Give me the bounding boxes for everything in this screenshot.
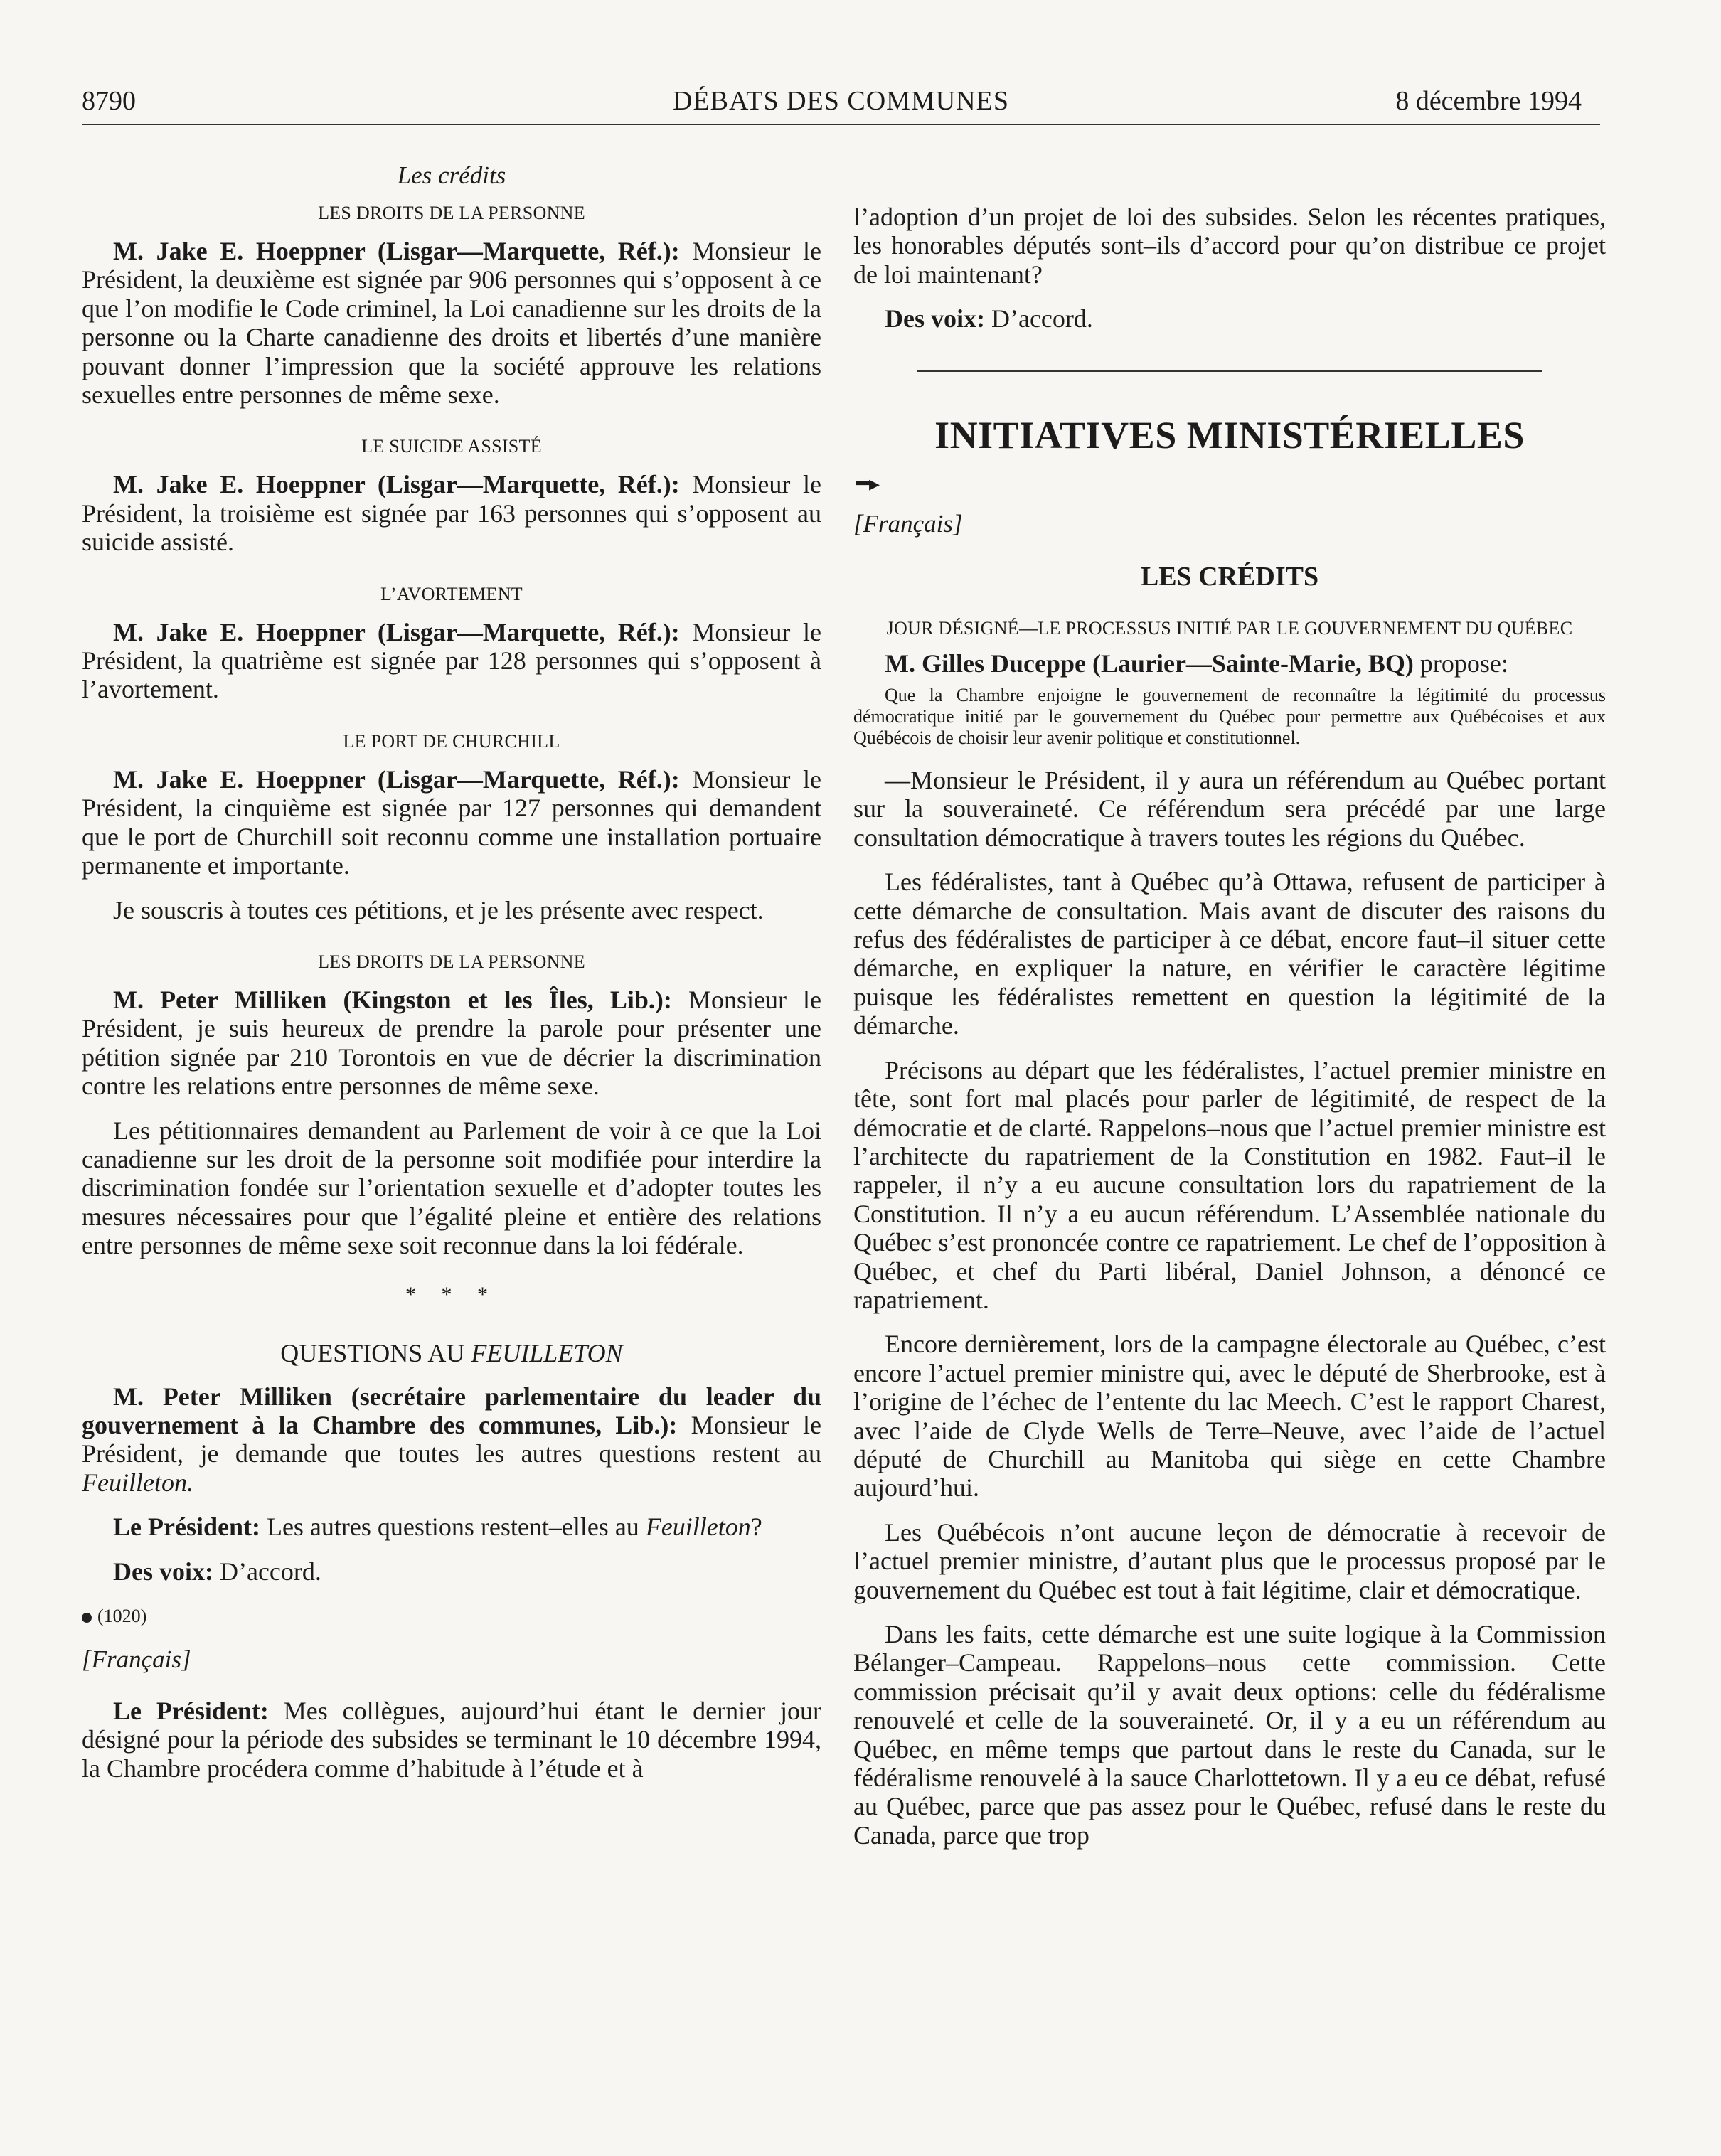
paragraph [853,649,1606,678]
main-section-title: INITIATIVES MINISTÉRIELLES [934,413,1525,457]
rubric-heading: LES DROITS DE LA PERSONNE [318,203,585,223]
section-heading-text: QUESTIONS AU [280,1338,471,1367]
right-column [853,203,1606,1850]
paragraph: l’adoption d’un projet de loi des subsides. Selon les récentes pratiques, les honorables députés sont–ils d’accord pour qu’on distribue ce projet de loi maintenant? [853,203,1606,289]
speech-text: Monsieur le Président, la cinquième est signée par 127 personnes qui demandent que le port de Churchill soit reconnu comme une installation portuaire permanente et importante. [82,764,821,880]
paragraph [82,237,821,409]
paragraph [82,986,821,1101]
speech-text: propose: [1413,649,1508,678]
language-marker: [Français] [853,509,963,538]
speech-text: D’accord. [984,304,1093,333]
section-subtitle: Les crédits [397,161,506,189]
rubric-heading: L’AVORTEMENT [380,583,523,604]
speech-text: Les autres questions restent–elles au [260,1512,646,1542]
speaker-name: Des voix: [885,304,985,333]
rubric-heading: JOUR DÉSIGNÉ—LE PROCESSUS INITIÉ PAR LE GOUVERNEMENT DU QUÉBEC [886,617,1573,639]
subsection-title: LES CRÉDITS [1140,561,1319,592]
speech-italic: Feuilleton. [82,1468,193,1497]
speech-text: ? [750,1512,762,1542]
paragraph: —Monsieur le Président, il y aura un référendum au Québec portant sur la souveraineté. Ce référendum sera précédé par une large consultation démocratique à travers toutes les régions du Québec. [853,766,1606,852]
speaker-name: M. Jake E. Hoeppner (Lisgar—Marquette, Réf.): [113,237,680,265]
rubric-heading: LE PORT DE CHURCHILL [343,730,560,752]
publication-title: DÉBATS DES COMMUNES [673,86,1009,116]
speech-text: Monsieur le Président, je suis heureux de prendre la parole pour présenter une pétition signée par 210 Torontois en vue de décrier la discrimination contre les relations entre personnes de même sexe. [82,985,821,1101]
paragraph: Précisons au départ que les fédéralistes, l’actuel premier ministre en tête, sont fort mal placés pour parler de légitimité, de respect de la démocratie et de clarté. Rappelons–nous que l’actuel premier ministre est l’architecte du rapatriement de la Constitution en 1982. Faut–il le rappeler, il n’y a eu aucune consultation lors du rapatriement de la Constitution. Il n’y a eu aucun référendum. L’Assemblée nationale du Québec s’est prononcée contre ce rapatriement. Le chef de l’opposition à Québec, et chef du Parti libéral, Daniel Johnson, a dénoncé ce rapatriement. [853,1055,1606,1314]
section-heading [82,1338,821,1368]
paragraph: Les Québécois n’ont aucune leçon de démocratie à recevoir de l’actuel premier ministre, d’autant plus que le processus proposé par le gouvernement du Québec est tout à fait légitime, clair et démocratique. [853,1517,1606,1604]
paragraph: Je souscris à toutes ces pétitions, et je les présente avec respect. [113,895,764,924]
left-column [82,153,821,1783]
speaker-name: M. Jake E. Hoeppner (Lisgar—Marquette, Réf.): [113,764,680,794]
paragraph [82,470,821,556]
speaker-name: M. Peter Milliken (secrétaire parlementaire du leader du gouvernement à la Chambre des communes, Lib.): [82,1382,821,1439]
speaker-name: Le Président: [113,1512,260,1542]
paragraph: Les pétitionnaires demandent au Parlement de voir à ce que la Loi canadienne sur les droit de la personne soit modifiée pour interdire la discrimination fondée sur l’orientation sexuelle et d’adopter toutes les mesures nécessaires pour que l’égalité pleine et entière des relations entre personnes de même sexe soit reconnue dans la loi fédérale. [82,1116,821,1260]
paragraph [82,765,821,880]
paragraph [82,1697,821,1783]
speech-text: Monsieur le Président, la troisième est signée par 163 personnes qui s’opposent au suicide assisté. [82,470,821,557]
section-heading-italic: FEUILLETON [471,1338,623,1367]
speaker-name: M. Jake E. Hoeppner (Lisgar—Marquette, Réf.): [113,470,680,499]
speech-text: Monsieur le Président, la quatrième est signée par 128 personnes qui s’opposent à l’avortement. [82,617,821,704]
speaker-name: Le Président: [113,1697,269,1725]
timestamp-text: (1020) [97,1606,147,1626]
paragraph [853,304,1606,333]
speech-text: D’accord. [213,1557,321,1586]
paragraph [82,618,821,704]
motion-text: Que la Chambre enjoigne le gouvernement de reconnaître la légitimité du processus démocratique initié par le gouvernement du Québec pour permettre aux Québécoises et aux Québécois de choisir leur avenir politique et constitutionnel. [853,685,1606,749]
paragraph: Encore dernièrement, lors de la campagne électorale au Québec, c’est encore l’actuel premier ministre qui, avec le député de Sherbrooke, est à l’origine de l’échec de l’entente du lac Meech. C’est le rapport Charest, avec l’aide de Clyde Wells de Terre–Neuve, avec l’aide de l’actuel député de Churchill au Manitoba qui siège en cette Chambre aujourd’hui. [853,1330,1606,1503]
paragraph [82,1557,821,1586]
page-number: 8790 [82,86,136,116]
page-header [82,84,1600,125]
speech-text: Monsieur le Président, je demande que toutes les autres questions restent au [82,1410,821,1468]
speaker-name: M. Gilles Duceppe (Laurier—Sainte-Marie, BQ) [885,649,1414,678]
timestamp [82,1606,821,1627]
section-separator: * * * [405,1282,498,1306]
paragraph: Les fédéralistes, tant à Québec qu’à Ottawa, refusent de participer à cette démarche de consultation. Mais avant de discuter des raisons du refus des fédéralistes de participer à ce débat, encore faut–il situer cette démarche, en expliquer la nature, en vérifier le caractère légitime puisque les fédéralistes remettent en question la légitimité de la démarche. [853,868,1606,1040]
arrow-icon: ━▸ [856,471,880,496]
paragraph: Dans les faits, cette démarche est une suite logique à la Commission Bélanger–Campeau. Rappelons–nous cette commission. Cette commission précisait qu’il y avait deux options: celle du fédéralisme renouvelé et celle de la souveraineté. Or, il y a eu un référendum au Québec, en même temps que partout dans le reste du Canada, sur le fédéralisme renouvelé à la sauce Charlottetown. Il y a eu ce débat, refusé au Québec, parce que pas assez pour le Québec, refusé dans le reste du Canada, parce que trop [853,1620,1606,1850]
speaker-name: M. Jake E. Hoeppner (Lisgar—Marquette, Réf.): [113,617,680,646]
rubric-heading: LES DROITS DE LA PERSONNE [318,951,585,972]
paragraph [82,1382,821,1498]
bullet-icon [82,1613,92,1623]
speech-italic: Feuilleton [645,1512,751,1542]
publication-date: 8 décembre 1994 [1395,86,1582,116]
speech-text: Monsieur le Président, la deuxième est signée par 906 personnes qui s’opposent à ce que l’on modifie le Code criminel, la Loi canadienne sur les droits de la personne ou la Charte canadienne des droits et libertés d’une manière pouvant donner l’impression que la société approuve les relations sexuelles entre personnes de même sexe. [82,237,821,410]
speaker-name: M. Peter Milliken (Kingston et les Îles, Lib.): [113,985,672,1014]
language-marker: [Français] [82,1645,191,1673]
speech-text: Mes collègues, aujourd’hui étant le dernier jour désigné pour la période des subsides se terminant le 10 décembre 1994, la Chambre procédera comme d’habitude à l’étude et à [82,1697,821,1783]
paragraph [82,1512,821,1541]
rubric-heading: LE SUICIDE ASSISTÉ [361,436,542,457]
section-divider [917,370,1542,372]
speaker-name: Des voix: [113,1557,213,1586]
